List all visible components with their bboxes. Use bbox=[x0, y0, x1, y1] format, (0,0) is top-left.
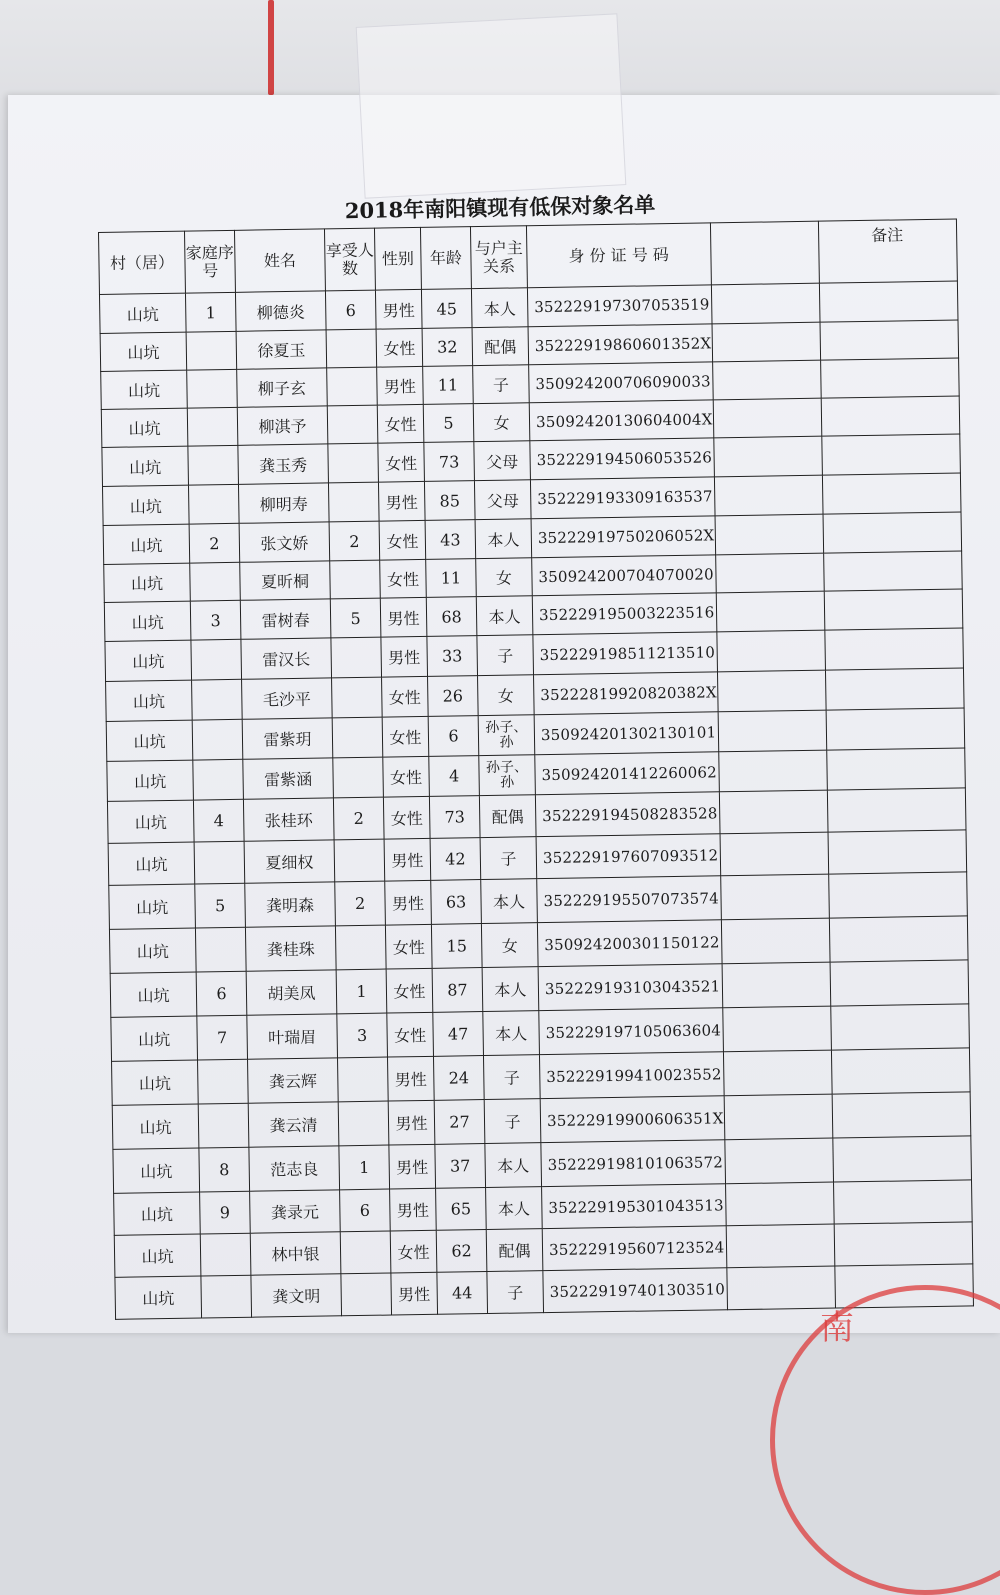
document-title: 2018年南阳镇现有低保对象名单 bbox=[344, 191, 656, 224]
wall-red-mark bbox=[268, 0, 274, 95]
cell-remarks bbox=[825, 668, 964, 710]
cell-village: 山坑 bbox=[103, 524, 190, 564]
cell-gender: 男性 bbox=[385, 880, 432, 925]
cell-blank bbox=[722, 962, 831, 1008]
cell-blank bbox=[723, 1050, 832, 1096]
cell-name: 张桂环 bbox=[243, 798, 334, 841]
cell-village: 山坑 bbox=[102, 446, 189, 486]
cell-id-number: 352229193103043521 bbox=[538, 964, 722, 1011]
cell-remarks bbox=[833, 1180, 972, 1224]
cell-count bbox=[333, 757, 384, 798]
cell-age: 63 bbox=[431, 880, 482, 925]
cell-family-no bbox=[187, 369, 238, 408]
cell-gender: 男性 bbox=[389, 1144, 436, 1189]
cell-name: 徐夏玉 bbox=[236, 330, 327, 369]
header-age: 年龄 bbox=[420, 227, 471, 290]
cell-family-no: 5 bbox=[195, 883, 246, 928]
cell-age: 11 bbox=[426, 559, 477, 598]
cell-relation: 女 bbox=[478, 675, 535, 716]
cell-count: 1 bbox=[336, 969, 387, 1014]
cell-family-no bbox=[194, 841, 245, 884]
cell-id-number: 350924201412260062 bbox=[535, 752, 719, 795]
cell-age: 37 bbox=[435, 1144, 486, 1189]
cell-id-number: 352229195301043513 bbox=[542, 1184, 726, 1229]
cell-village: 山坑 bbox=[104, 563, 191, 602]
cell-remarks bbox=[823, 551, 962, 591]
cell-count: 3 bbox=[337, 1013, 388, 1058]
cell-age: 73 bbox=[424, 442, 475, 482]
cell-family-no bbox=[188, 484, 239, 524]
cell-gender: 女性 bbox=[385, 924, 432, 969]
cell-id-number: 35092420130604004X bbox=[529, 400, 713, 441]
cell-remarks bbox=[820, 320, 959, 360]
cell-gender: 男性 bbox=[388, 1100, 435, 1145]
cell-count: 1 bbox=[339, 1145, 390, 1190]
cell-name: 柳子玄 bbox=[237, 368, 328, 407]
cell-relation: 本人 bbox=[483, 1011, 540, 1056]
cell-village: 山坑 bbox=[109, 884, 196, 929]
header-gender: 性别 bbox=[374, 227, 421, 290]
cell-age: 42 bbox=[430, 838, 481, 881]
cell-village: 山坑 bbox=[101, 408, 188, 447]
cell-gender: 女性 bbox=[386, 968, 433, 1013]
cell-gender: 女性 bbox=[377, 404, 424, 443]
cell-id-number: 352229197607093512 bbox=[536, 834, 720, 879]
cell-family-no: 3 bbox=[190, 600, 241, 640]
cell-name: 叶瑞眉 bbox=[247, 1014, 338, 1059]
cell-relation: 子 bbox=[487, 1271, 544, 1314]
cell-age: 26 bbox=[428, 676, 479, 717]
cell-village: 山坑 bbox=[112, 1060, 199, 1105]
cell-age: 4 bbox=[429, 756, 480, 797]
cell-gender: 男性 bbox=[380, 597, 427, 637]
cell-gender: 女性 bbox=[383, 796, 430, 839]
cell-remarks bbox=[828, 830, 967, 874]
header-blank bbox=[710, 221, 819, 285]
cell-family-no bbox=[195, 927, 246, 972]
cell-blank bbox=[716, 591, 825, 632]
cell-name: 龚玉秀 bbox=[238, 444, 329, 484]
cell-remarks bbox=[830, 1004, 969, 1050]
cell-gender: 女性 bbox=[382, 676, 429, 717]
cell-age: 43 bbox=[425, 520, 476, 560]
cell-id-number: 350924200706090033 bbox=[529, 362, 713, 403]
cell-gender: 女性 bbox=[380, 559, 427, 598]
cell-count bbox=[328, 482, 379, 522]
cell-gender: 女性 bbox=[383, 756, 430, 797]
cell-count bbox=[326, 329, 377, 368]
cell-relation: 配偶 bbox=[472, 327, 529, 366]
cell-age: 27 bbox=[434, 1100, 485, 1145]
cell-family-no: 7 bbox=[197, 1015, 248, 1060]
cell-name: 范志良 bbox=[249, 1146, 340, 1191]
cell-remarks bbox=[827, 788, 966, 832]
cell-remarks bbox=[832, 1136, 971, 1182]
cell-count: 2 bbox=[329, 521, 380, 561]
cell-count bbox=[327, 405, 378, 444]
cell-blank bbox=[719, 790, 828, 834]
cell-id-number: 352229197307053519 bbox=[527, 285, 711, 327]
cell-relation: 本人 bbox=[482, 967, 539, 1012]
cell-family-no bbox=[200, 1233, 251, 1276]
cell-gender: 女性 bbox=[390, 1230, 437, 1273]
cell-id-number: 352229195607123524 bbox=[542, 1226, 726, 1271]
cell-blank bbox=[712, 322, 821, 362]
cell-relation: 子 bbox=[480, 837, 537, 880]
cell-blank bbox=[726, 1266, 835, 1310]
cell-id-number: 352229198101063572 bbox=[541, 1140, 725, 1187]
cell-relation: 子 bbox=[473, 365, 530, 404]
beneficiary-table bbox=[98, 219, 974, 1320]
cell-relation: 女 bbox=[476, 558, 533, 597]
cell-village: 山坑 bbox=[114, 1234, 201, 1277]
cell-blank bbox=[712, 360, 821, 400]
cell-id-number: 350924200301150122 bbox=[537, 920, 721, 967]
cell-age: 68 bbox=[426, 597, 477, 637]
cell-id-number: 35222919900606351X bbox=[540, 1096, 724, 1143]
header-beneficiaries: 享受人数 bbox=[324, 228, 375, 291]
cell-relation: 配偶 bbox=[479, 795, 536, 838]
header-family-no: 家庭序号 bbox=[184, 230, 235, 293]
cell-blank bbox=[718, 710, 827, 752]
cell-blank bbox=[715, 553, 824, 593]
cell-name: 雷紫玥 bbox=[242, 718, 333, 759]
cell-name: 龚云辉 bbox=[248, 1058, 339, 1103]
cell-village: 山坑 bbox=[115, 1276, 202, 1319]
cell-family-no: 9 bbox=[200, 1191, 251, 1234]
cell-id-number: 350924201302130101 bbox=[534, 712, 718, 755]
cell-name: 林中银 bbox=[250, 1232, 341, 1275]
cell-family-no bbox=[187, 407, 238, 446]
cell-family-no bbox=[192, 679, 243, 720]
cell-remarks bbox=[829, 916, 968, 962]
cell-age: 5 bbox=[423, 404, 474, 443]
cell-blank bbox=[724, 1138, 833, 1184]
cell-family-no bbox=[193, 759, 244, 800]
cell-count bbox=[331, 637, 382, 678]
cell-family-no: 1 bbox=[185, 292, 236, 332]
cell-age: 11 bbox=[423, 366, 474, 405]
cell-gender: 男性 bbox=[377, 366, 424, 405]
cell-name: 夏细权 bbox=[244, 840, 335, 883]
cell-age: 6 bbox=[428, 716, 479, 757]
cell-blank bbox=[713, 436, 822, 477]
cell-age: 32 bbox=[422, 328, 473, 367]
cell-name: 雷汉长 bbox=[241, 638, 332, 679]
cell-village: 山坑 bbox=[114, 1192, 201, 1235]
cell-age: 15 bbox=[431, 924, 482, 969]
cell-id-number: 35222819920820382X bbox=[534, 672, 718, 715]
cell-village: 山坑 bbox=[113, 1148, 200, 1193]
cell-village: 山坑 bbox=[109, 928, 196, 973]
cell-family-no bbox=[192, 719, 243, 760]
cell-id-number: 350924200704070020 bbox=[532, 555, 716, 596]
cell-name: 柳淇予 bbox=[237, 406, 328, 445]
cell-family-no bbox=[190, 562, 241, 601]
cell-age: 85 bbox=[424, 481, 475, 521]
cell-name: 柳德炎 bbox=[235, 291, 326, 331]
cell-id-number: 352229195507073574 bbox=[537, 876, 721, 923]
cell-village: 山坑 bbox=[106, 680, 193, 721]
cell-blank bbox=[720, 832, 829, 876]
cell-family-no: 6 bbox=[196, 971, 247, 1016]
cell-blank bbox=[726, 1224, 835, 1268]
cell-gender: 男性 bbox=[381, 636, 428, 677]
cell-count bbox=[338, 1057, 389, 1102]
cell-family-no bbox=[198, 1103, 249, 1148]
cell-gender: 男性 bbox=[378, 481, 425, 521]
cell-name: 夏昕桐 bbox=[240, 561, 331, 600]
header-village: 村（居） bbox=[99, 231, 186, 294]
header-remarks: 备注 bbox=[818, 219, 957, 283]
cell-gender: 男性 bbox=[390, 1188, 437, 1231]
cell-name: 龚云清 bbox=[248, 1102, 339, 1147]
cell-age: 87 bbox=[432, 968, 483, 1013]
cell-name: 龚文明 bbox=[251, 1274, 342, 1317]
cell-blank bbox=[711, 283, 820, 324]
cell-relation: 女 bbox=[473, 403, 530, 442]
cell-remarks bbox=[828, 872, 967, 918]
cell-remarks bbox=[824, 628, 963, 670]
cell-relation: 配偶 bbox=[486, 1229, 543, 1272]
cell-village: 山坑 bbox=[107, 760, 194, 801]
cell-name: 柳明寿 bbox=[238, 483, 329, 523]
cell-blank bbox=[714, 475, 823, 516]
cell-relation: 子 bbox=[483, 1055, 540, 1100]
cell-gender: 女性 bbox=[376, 328, 423, 367]
header-id-number: 身 份 证 号 码 bbox=[526, 223, 710, 288]
cell-remarks bbox=[834, 1222, 973, 1266]
cell-remarks bbox=[819, 281, 958, 322]
cell-gender: 女性 bbox=[387, 1012, 434, 1057]
cell-name: 雷树春 bbox=[240, 599, 331, 639]
cell-gender: 男性 bbox=[375, 289, 422, 329]
seal-text: 南 bbox=[820, 1308, 854, 1348]
cell-blank bbox=[722, 1006, 831, 1052]
cell-remarks bbox=[821, 434, 960, 475]
cell-family-no: 2 bbox=[189, 523, 240, 563]
cell-remarks bbox=[832, 1092, 971, 1138]
cell-village: 山坑 bbox=[112, 1104, 199, 1149]
header-name: 姓名 bbox=[234, 229, 325, 292]
cell-relation: 本人 bbox=[481, 879, 538, 924]
cell-gender: 男性 bbox=[387, 1056, 434, 1101]
cell-name: 龚录元 bbox=[250, 1190, 341, 1233]
cell-relation: 本人 bbox=[471, 288, 528, 328]
cell-age: 45 bbox=[421, 289, 472, 329]
cell-name: 毛沙平 bbox=[242, 678, 333, 719]
cell-count: 5 bbox=[330, 598, 381, 638]
cell-village: 山坑 bbox=[100, 332, 187, 371]
cell-count bbox=[328, 443, 379, 483]
cell-relation: 子 bbox=[477, 635, 534, 676]
cell-id-number: 352229197105063604 bbox=[539, 1008, 723, 1055]
cell-blank bbox=[713, 398, 822, 438]
cell-gender: 女性 bbox=[378, 442, 425, 482]
cell-village: 山坑 bbox=[110, 972, 197, 1017]
cell-remarks bbox=[831, 1048, 970, 1094]
cell-blank bbox=[721, 918, 830, 964]
cell-remarks bbox=[823, 512, 962, 553]
cell-id-number: 35222919860601352X bbox=[528, 324, 712, 365]
header-relation: 与户主关系 bbox=[470, 226, 527, 289]
cell-count bbox=[341, 1273, 392, 1316]
cell-relation: 本人 bbox=[485, 1143, 542, 1188]
cell-count bbox=[334, 839, 385, 882]
cell-count bbox=[338, 1101, 389, 1146]
cell-relation: 父母 bbox=[474, 441, 531, 481]
cell-gender: 男性 bbox=[391, 1272, 438, 1315]
cell-id-number: 352229193309163537 bbox=[530, 477, 714, 519]
cell-age: 65 bbox=[436, 1188, 487, 1231]
cell-age: 73 bbox=[429, 796, 480, 839]
cell-name: 胡美凤 bbox=[246, 970, 337, 1015]
cell-village: 山坑 bbox=[106, 720, 193, 761]
cell-relation: 父母 bbox=[474, 480, 531, 520]
cell-relation: 孙子、孙 bbox=[479, 755, 536, 796]
cell-village: 山坑 bbox=[105, 640, 192, 681]
cell-family-no: 4 bbox=[193, 799, 244, 842]
cell-count: 6 bbox=[340, 1189, 391, 1232]
table-container bbox=[98, 219, 974, 1320]
cell-family-no bbox=[188, 445, 239, 485]
cell-id-number: 352229199410023552 bbox=[539, 1052, 723, 1099]
cell-blank bbox=[718, 750, 827, 792]
cell-count bbox=[340, 1231, 391, 1274]
cell-age: 62 bbox=[436, 1230, 487, 1273]
cell-village: 山坑 bbox=[101, 370, 188, 409]
cell-count: 2 bbox=[333, 797, 384, 840]
cell-village: 山坑 bbox=[104, 601, 191, 641]
cell-age: 47 bbox=[433, 1012, 484, 1057]
cell-relation: 本人 bbox=[486, 1187, 543, 1230]
cell-family-no bbox=[191, 639, 242, 680]
cell-remarks bbox=[826, 748, 965, 790]
cell-id-number: 352229195003223516 bbox=[532, 593, 716, 635]
cell-count bbox=[332, 717, 383, 758]
cell-relation: 女 bbox=[481, 923, 538, 968]
cell-remarks bbox=[830, 960, 969, 1006]
cell-count bbox=[332, 677, 383, 718]
cell-age: 24 bbox=[433, 1056, 484, 1101]
cell-relation: 本人 bbox=[476, 596, 533, 636]
table-body bbox=[99, 281, 973, 1319]
cell-count bbox=[335, 925, 386, 970]
cell-id-number: 352229197401303510 bbox=[543, 1268, 727, 1313]
cell-count: 2 bbox=[335, 881, 386, 926]
cell-remarks bbox=[824, 589, 963, 630]
adhesive-tape bbox=[356, 13, 627, 198]
cell-remarks bbox=[822, 473, 961, 514]
cell-village: 山坑 bbox=[108, 842, 195, 885]
cell-count bbox=[330, 560, 381, 599]
cell-blank bbox=[715, 514, 824, 555]
cell-village: 山坑 bbox=[111, 1016, 198, 1061]
cell-blank bbox=[717, 670, 826, 712]
cell-name: 龚明森 bbox=[245, 882, 336, 927]
cell-id-number: 35222919750206052X bbox=[531, 516, 715, 558]
cell-family-no bbox=[186, 331, 237, 370]
cell-count: 6 bbox=[325, 290, 376, 330]
cell-family-no: 8 bbox=[199, 1147, 250, 1192]
cell-id-number: 352229194506053526 bbox=[530, 438, 714, 480]
cell-blank bbox=[725, 1182, 834, 1226]
cell-village: 山坑 bbox=[107, 800, 194, 843]
cell-relation: 本人 bbox=[475, 519, 532, 559]
cell-id-number: 352229194508283528 bbox=[535, 792, 719, 837]
cell-village: 山坑 bbox=[99, 293, 186, 333]
cell-remarks bbox=[820, 358, 959, 398]
cell-relation: 孙子、孙 bbox=[478, 715, 535, 756]
cell-family-no bbox=[198, 1059, 249, 1104]
cell-name: 龚桂珠 bbox=[245, 926, 336, 971]
cell-id-number: 352229198511213510 bbox=[533, 632, 717, 675]
cell-family-no bbox=[201, 1275, 252, 1318]
cell-village: 山坑 bbox=[102, 485, 189, 525]
cell-gender: 女性 bbox=[382, 716, 429, 757]
cell-gender: 女性 bbox=[379, 520, 426, 560]
cell-blank bbox=[716, 630, 825, 672]
cell-remarks bbox=[826, 708, 965, 750]
cell-name: 雷紫涵 bbox=[243, 758, 334, 799]
cell-age: 44 bbox=[437, 1272, 488, 1315]
cell-remarks bbox=[821, 396, 960, 436]
cell-count bbox=[327, 367, 378, 406]
cell-relation: 子 bbox=[484, 1099, 541, 1144]
cell-blank bbox=[724, 1094, 833, 1140]
cell-gender: 男性 bbox=[384, 838, 431, 881]
cell-name: 张文娇 bbox=[239, 522, 330, 562]
cell-age: 33 bbox=[427, 636, 478, 677]
cell-blank bbox=[720, 874, 829, 920]
